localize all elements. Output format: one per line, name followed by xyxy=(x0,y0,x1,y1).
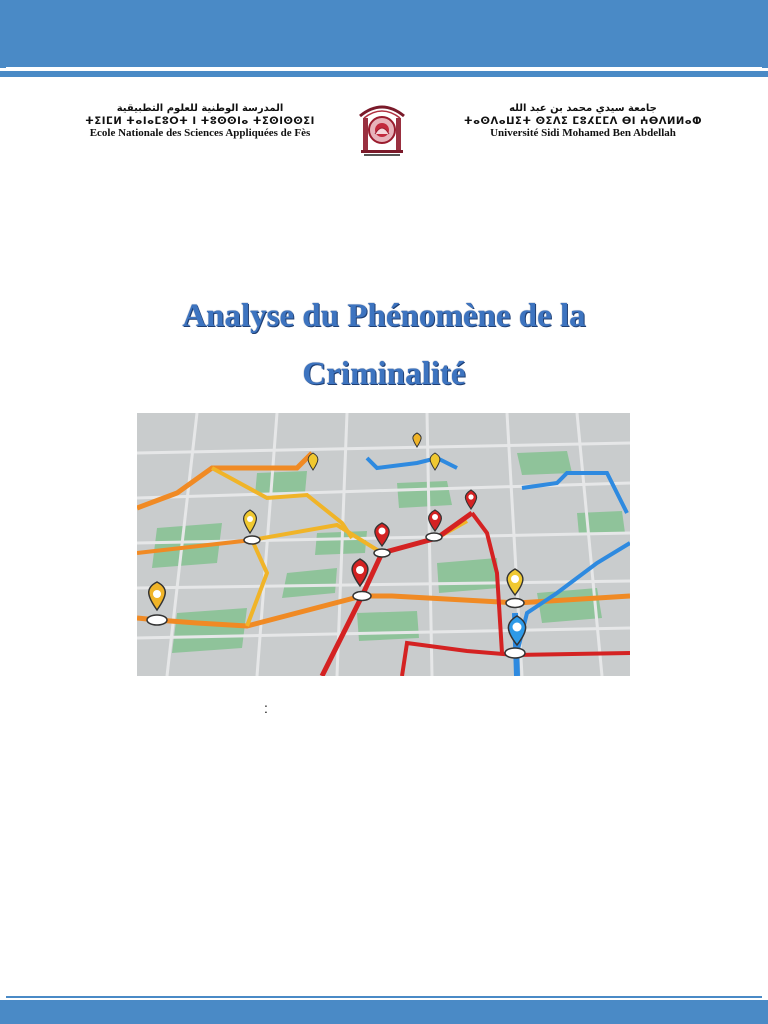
report-title-line-1: Analyse du Phénomène de la xyxy=(182,298,586,334)
top-color-band xyxy=(0,0,768,68)
ensa-latin-name: Ecole Nationale des Sciences Appliquées de Fès xyxy=(89,127,311,139)
usmba-latin-name: Université Sidi Mohamed Ben Abdellah xyxy=(490,127,676,139)
usmba-arabic-name: جامعة سيدي محمد بن عبد الله xyxy=(509,103,657,114)
ensa-arabic-name: المدرسة الوطنية للعلوم التطبيقية xyxy=(116,103,284,114)
usmba-tifinagh-name: ⵜⴰⵙⴷⴰⵡⵉⵜ ⵙⵉⴷⵉ ⵎⵓⵃⵎⵎⴷ ⴱⵏ ⵄⴱⴷⵍⵍⴰⵀ xyxy=(463,115,703,127)
author-colon-label: : xyxy=(264,700,268,716)
university-emblem xyxy=(354,100,410,158)
crime-map-illustration xyxy=(137,413,630,676)
bottom-color-band xyxy=(0,1000,768,1024)
top-band-stripe xyxy=(0,71,768,77)
ensa-fes-header xyxy=(60,104,340,140)
ensa-tifinagh-name: ⵜⵉⵏⵎⵍ ⵜⴰⵏⴰⵎⵓⵔⵜ ⵏ ⵜⵓⵙⵙⵏⴰ ⵜⵉⵙⵏⵙⵙⵉⵏ xyxy=(85,115,315,127)
usmba-header xyxy=(452,104,714,140)
report-title-line-2: Criminalité xyxy=(302,356,466,392)
